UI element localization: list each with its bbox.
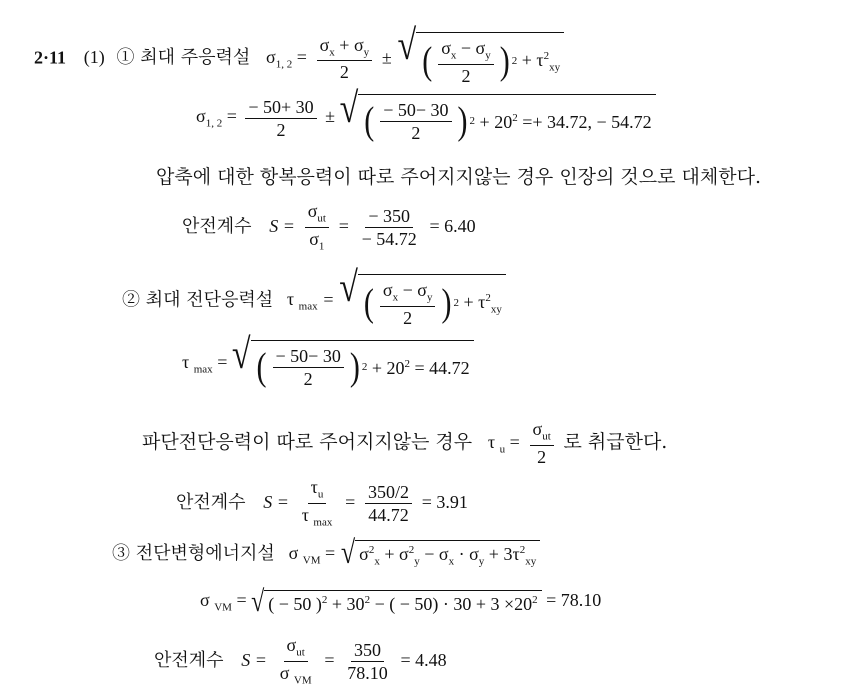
shear-numeric-num: − 50− 30 bbox=[273, 347, 344, 368]
sqrt-numeric: √ ( $\frac{- 50- 30}{2}$ ) 2 + $20^2 =+ 34.72$, − 54.72 bbox=[340, 94, 656, 142]
numeric-num: − 50+ 30 bbox=[245, 98, 316, 119]
shear-note-b: 로 취급한다. bbox=[563, 430, 668, 453]
safety-factor-label-3: 안전계수 bbox=[154, 650, 224, 672]
sf3-den: σ $_{VM}$ bbox=[279, 662, 312, 687]
inner-den: 2 bbox=[461, 65, 471, 86]
sf1-num2: − 350 bbox=[365, 207, 413, 228]
tau-max-symbol-2: τ $_{max}$ bbox=[182, 352, 213, 376]
shear-numeric-den: 2 bbox=[303, 369, 313, 389]
safety-factor-label-1: 안전계수 bbox=[182, 216, 252, 238]
sf3-result: = 4.48 bbox=[400, 650, 447, 671]
line-von-mises-numeric bbox=[200, 585, 602, 619]
sf1-result: = 6.40 bbox=[429, 216, 476, 237]
sf3-num: $\sigma_{ut}$ bbox=[284, 636, 308, 662]
plus-minus: ± bbox=[381, 47, 392, 68]
shear-note-den: 2 bbox=[537, 446, 547, 467]
fraction-sum bbox=[317, 36, 373, 82]
frac-den: 2 bbox=[339, 62, 349, 83]
sf2-num: $\tau_u$ bbox=[308, 478, 327, 504]
von-mises-result: = 78.10 bbox=[546, 590, 602, 611]
sf1-den: $\sigma_1$ bbox=[309, 228, 325, 253]
sigma12-symbol-2: $\sigma_{1, 2}$ = bbox=[196, 106, 237, 130]
note-shear bbox=[142, 420, 667, 466]
svm-symbol: σ $_{VM}$ = bbox=[288, 542, 336, 567]
line-principal-stress-formula bbox=[34, 22, 564, 86]
sf1-num: $\sigma_{ut}$ bbox=[305, 202, 329, 228]
sqrt-von-mises: √ $\sigma^2_x + \sigma^2_y - \sigma_x \cdot \sigma_y + 3\tau^2_{xy}$ bbox=[341, 540, 540, 568]
line-safety-factor-1: 안전계수 S = $\frac{\sigma_{ut}}{\sigma_1}$ = $\frac{- 350}{- 54.72}$ = 6.40 bbox=[182, 201, 476, 253]
section2-label: ② 최대 전단응력설 bbox=[122, 289, 274, 311]
shear-inner-num: $\sigma_x - \sigma_y$ bbox=[380, 281, 436, 307]
sqrt-shear-numeric: √ ( $\frac{- 50- 30}{2}$ ) 2 + $20^2 = 44.72$ bbox=[232, 340, 474, 388]
shear-note-a: 파단전단응력이 따로 주어지지않는 경우 bbox=[142, 430, 473, 453]
von-mises-root: $\sigma^2_x + \sigma^2_y - \sigma_x \cdot \sigma_y + 3\tau^2_{xy}$ bbox=[359, 544, 537, 568]
sf2-num2: 350/2 bbox=[365, 483, 412, 504]
tau-u-symbol: τ $_u$ = bbox=[487, 431, 520, 456]
sqrt-von-mises-numeric: √ ( − 50 )$^2 + 30^2$ − ( − $50) \cdot 30 + 3 \times 20^2$ bbox=[251, 590, 542, 614]
line-safety-factor-2: 안전계수 S = $\frac{\tau_u}{\tau _{max}}$ = $\frac{350/2}{44.72}$ = 3.91 bbox=[176, 477, 468, 529]
sf2-den: τ $_{max}$ bbox=[301, 504, 333, 529]
line-von-mises-formula bbox=[112, 534, 540, 571]
numeric-den: 2 bbox=[276, 119, 286, 140]
von-mises-numeric-root: ( − 50 )$^2 + 30^2$ − ( − $50) \cdot 30 + 3 \times 20^2$ bbox=[268, 594, 538, 614]
line-principal-stress-numeric bbox=[196, 85, 656, 143]
shear-numeric-result: + $20^2 = 44.72$ bbox=[371, 357, 470, 378]
shear-note-num: $\sigma_{ut}$ bbox=[530, 420, 554, 446]
numeric-inner-den: 2 bbox=[411, 123, 421, 143]
sf1-den2: − 54.72 bbox=[361, 228, 417, 249]
numeric-result: + $20^2 =+ 34.72$, − 54.72 bbox=[479, 111, 652, 132]
shear-inner-den: 2 bbox=[403, 307, 413, 328]
problem-number: 2·11 bbox=[34, 47, 67, 68]
sf2-den2: 44.72 bbox=[368, 504, 409, 525]
line-safety-factor-3: 안전계수 S = $\frac{\sigma_{ut}}{\sigma _{VM}}$ = $\frac{350}{78.10}$ = 4.48 bbox=[154, 635, 447, 687]
sf3-den2: 78.10 bbox=[347, 662, 388, 683]
fraction-numeric bbox=[245, 98, 316, 139]
sf3-num2: 350 bbox=[351, 641, 384, 662]
svm-symbol-2: σ $_{VM}$ = bbox=[200, 590, 247, 614]
inner-num: $\sigma_x - \sigma_y$ bbox=[438, 39, 494, 65]
part-label: (1) bbox=[83, 47, 105, 68]
numeric-inner-num: − 50− 30 bbox=[380, 101, 451, 122]
sf2-result: = 3.91 bbox=[421, 492, 468, 513]
note-compression: 압축에 대한 항복응력이 따로 주어지지않는 경우 인장의 것으로 대체한다. bbox=[156, 166, 761, 188]
sigma12-symbol: $\sigma_{1, 2}$ = bbox=[266, 47, 307, 71]
line-max-shear-formula: ② 최대 전단응력설 τ $_{max}$ = √ ( $\frac{\sigma_x - \sigma_y}{2}$ ) 2 + $\tau^2_{xy}$ bbox=[122, 274, 506, 327]
frac-num: $\sigma_x + \sigma_y$ bbox=[317, 36, 373, 62]
safety-factor-label-2: 안전계수 bbox=[176, 492, 246, 514]
sqrt-expression: √ ( $\frac{\sigma_x - \sigma_y}{2}$ ) 2 + $\tau^2_{xy}$ bbox=[398, 32, 565, 85]
plus-minus-2: ± bbox=[325, 106, 336, 127]
shear-tau-term: + $\tau^2_{xy}$ bbox=[463, 291, 502, 316]
tau-term: + $\tau^2_{xy}$ bbox=[521, 49, 561, 74]
sqrt-shear: √ ( $\frac{\sigma_x - \sigma_y}{2}$ ) 2 + $\tau^2_{xy}$ bbox=[339, 274, 506, 327]
line-max-shear-numeric: τ $_{max}$ = √ ( $\frac{- 50- 30}{2}$ ) 2 + $20^2 = 44.72$ bbox=[182, 340, 474, 388]
section1-label: ① 최대 주응력설 bbox=[116, 47, 251, 69]
section3-label: ③ 전단변형에너지설 bbox=[112, 542, 275, 564]
tau-max-symbol: τ $_{max}$ bbox=[286, 289, 318, 313]
